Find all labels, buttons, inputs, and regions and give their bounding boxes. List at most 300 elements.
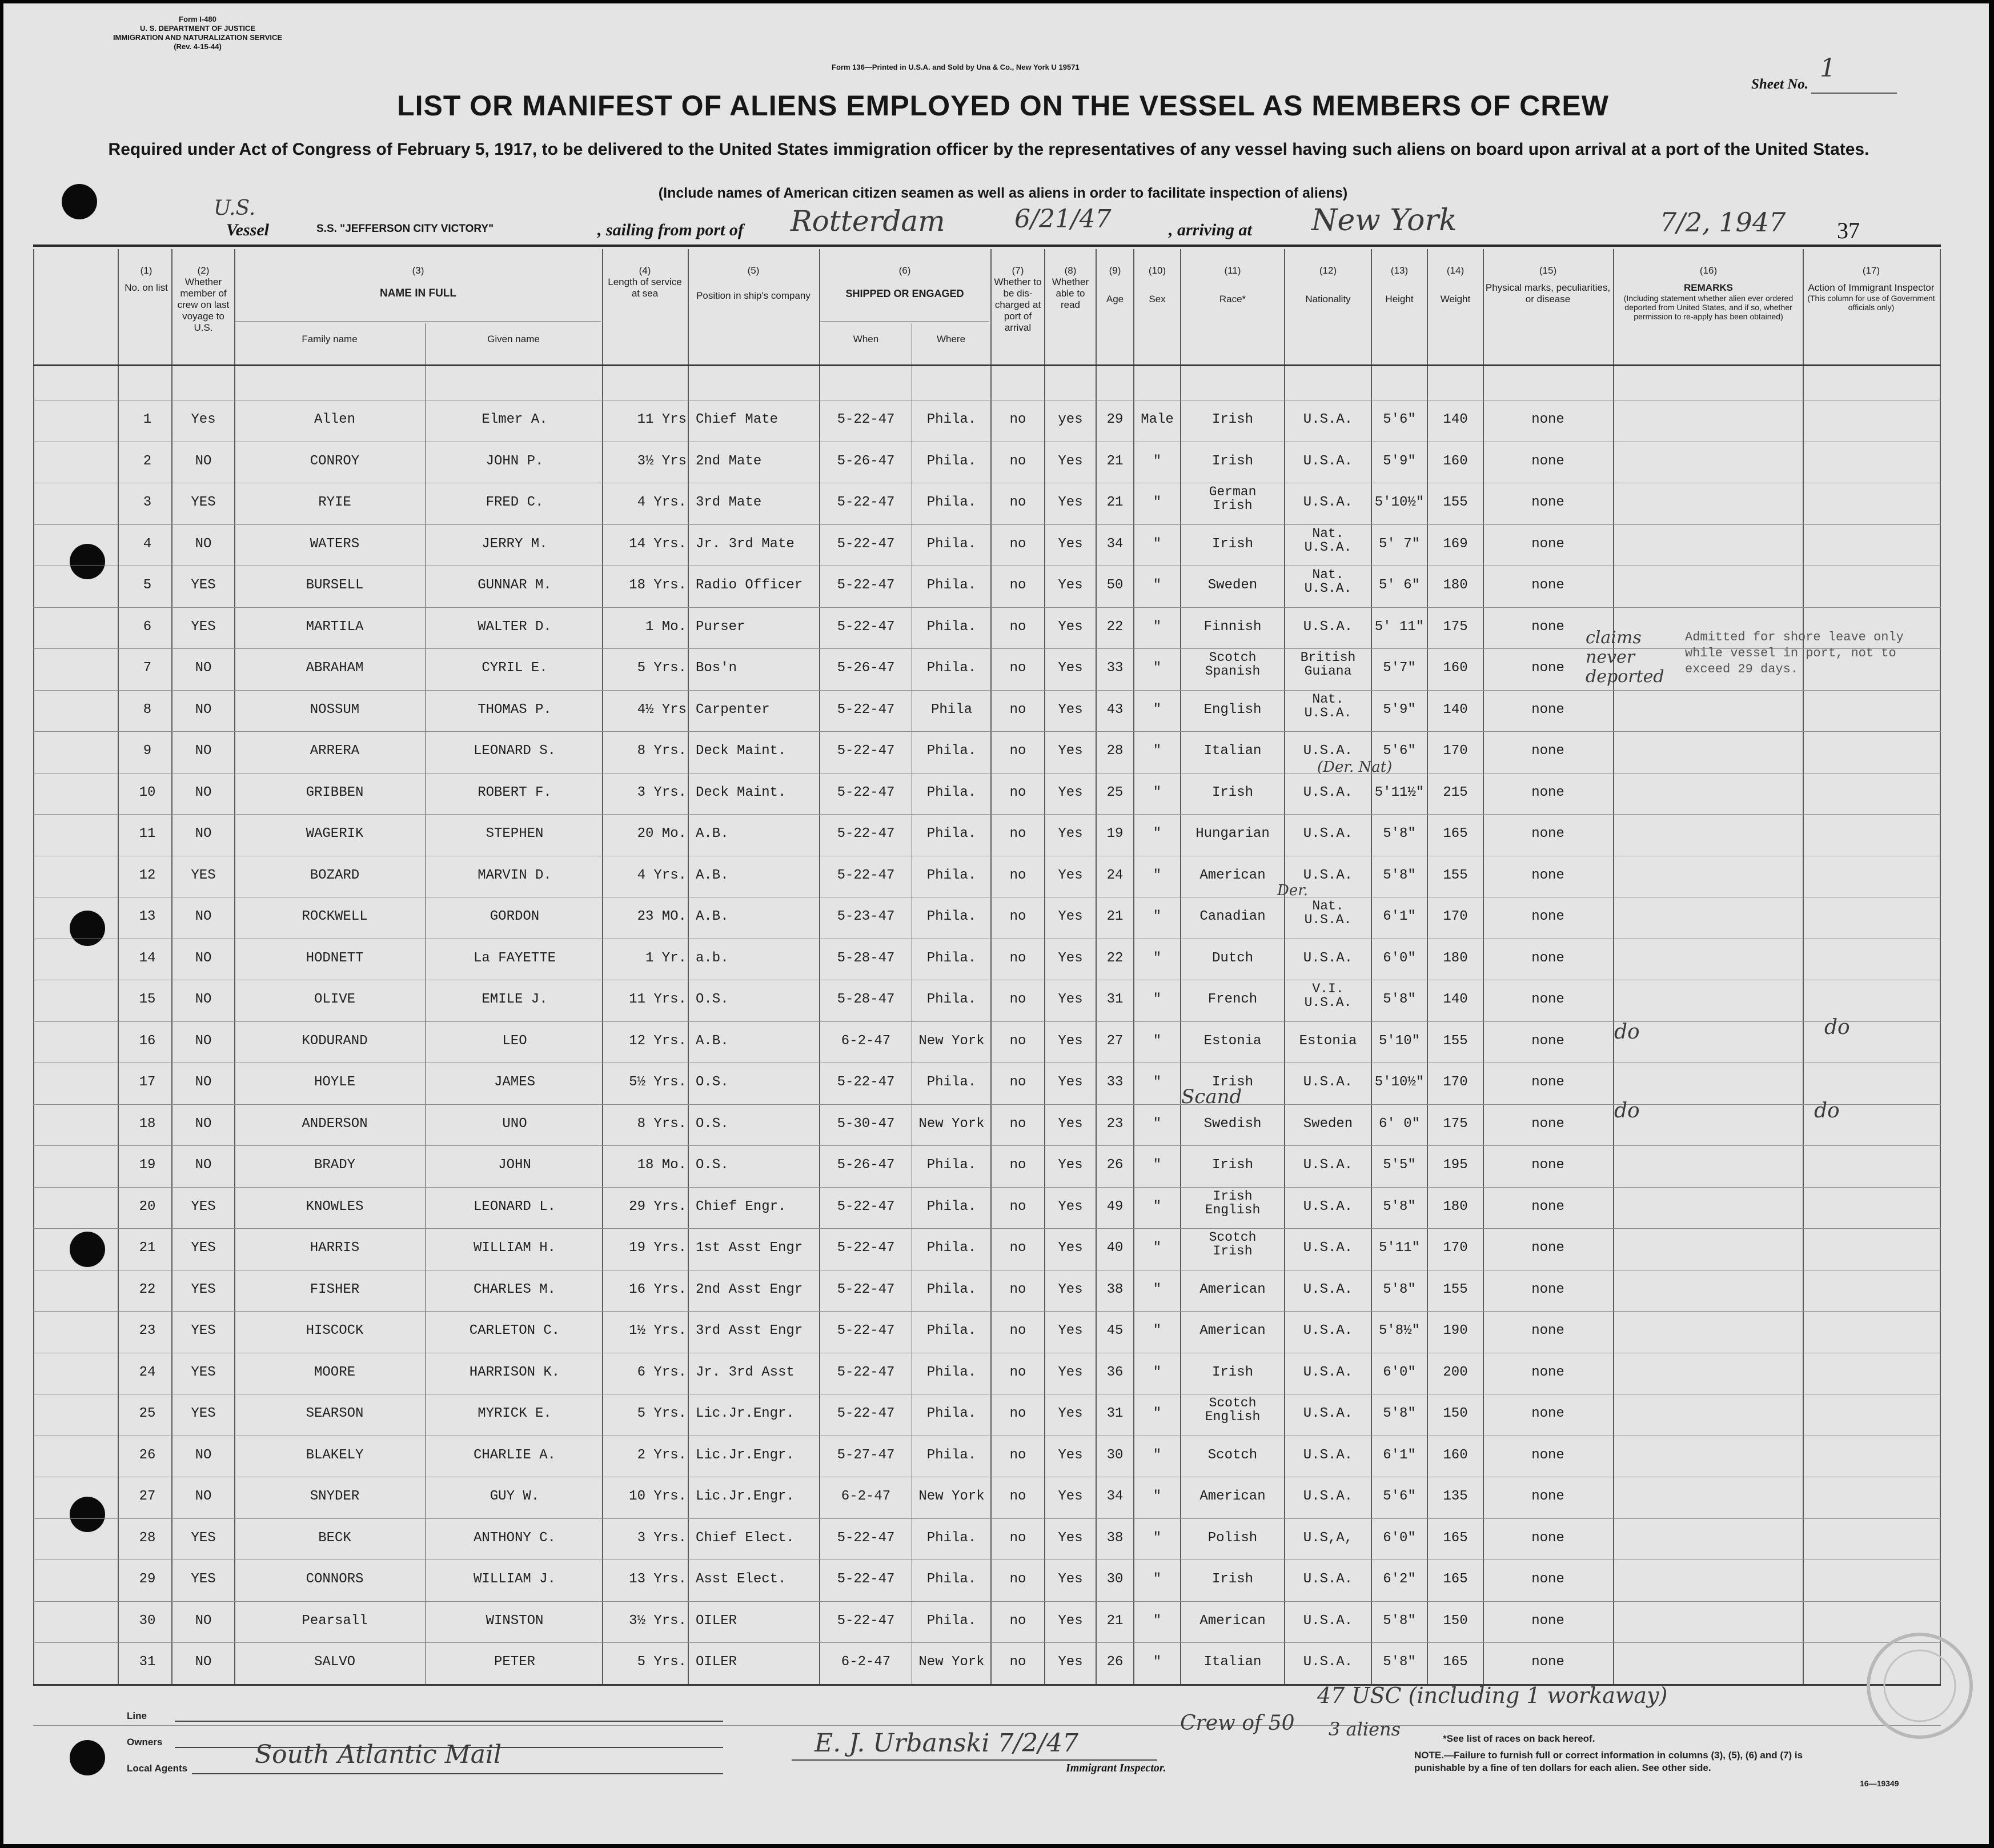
cell-shipped-when: 5-22-47 [837,1364,895,1380]
column-rule [1803,249,1804,1685]
cell-physical-marks: none [1531,867,1564,883]
cell-row-number: 22 [139,1281,156,1297]
cell-position: O.S. [696,1116,729,1132]
department-name: U. S. DEPARTMENT OF JUSTICE [140,24,255,33]
cell-weight: 170 [1443,909,1468,924]
cell-weight: 150 [1443,1406,1468,1421]
cell-position: Deck Maint. [696,743,787,759]
remark-typed: Admitted for shore leave only while vessel in port, not to exceed 29 days. [1685,630,1904,676]
cell-sex: " [1153,1406,1162,1421]
cell-race: American [1199,1489,1266,1504]
cell-discharged: no [1009,412,1026,427]
cell-race: German Irish [1209,484,1257,513]
cell-race: Irish [1211,784,1253,800]
cell-discharged: no [1009,909,1026,924]
cell-able-to-read: Yes [1058,453,1083,469]
cell-weight: 170 [1443,1075,1468,1090]
cell-age: 30 [1106,1447,1124,1463]
vessel-label: Vessel [226,221,269,239]
cell-physical-marks: none [1531,1075,1564,1090]
cell-race: Scotch Spanish [1205,650,1261,679]
cell-nationality: U.S.A. [1303,1157,1353,1173]
cell-height: 5'9" [1383,701,1416,717]
cell-discharged: no [1009,1364,1026,1380]
cell-sex: " [1153,1530,1162,1546]
form-code: 16—19349 [1860,1779,1899,1788]
cell-position: 3rd Asst Engr [696,1323,803,1338]
cell-given-name: WILLIAM J. [473,1572,556,1587]
cell-row-number: 31 [139,1654,156,1670]
row-rule [33,1021,1941,1022]
cell-position: A.B. [696,1033,729,1049]
cell-discharged: no [1009,1323,1026,1338]
cell-nationality: Sweden [1303,1116,1353,1132]
cell-physical-marks: none [1531,495,1564,510]
cell-race: Scotch [1207,1447,1258,1463]
cell-service-length: 1 Mo. [645,619,687,635]
cell-row-number: 16 [139,1033,156,1049]
col6-when: When [853,334,879,344]
col16-sub: (Including statement whether alien ever ordered deported from United States, and if so, whether permission to re-apply has been obtained) [1623,294,1794,321]
sheet-number: 1 [1820,54,1836,83]
cell-position: O.S. [696,1075,729,1090]
col17-num: (17) [1862,265,1880,276]
cell-able-to-read: Yes [1058,1406,1083,1421]
cell-height: 5' 11" [1374,619,1425,635]
cell-service-length: 3½ Yrs [637,453,687,469]
cell-discharged: no [1009,1654,1026,1670]
cell-row-number: 21 [139,1240,156,1256]
cell-sex: " [1153,1116,1162,1132]
cell-shipped-when: 5-22-47 [837,784,895,800]
cell-last-voyage: YES [191,495,216,510]
cell-last-voyage: NO [195,1447,212,1463]
cell-sex: " [1153,701,1162,717]
cell-position: 1st Asst Engr [696,1240,803,1256]
cell-nationality: U.S.A. [1303,1654,1353,1670]
cell-service-length: 3 Yrs. [637,784,687,800]
cell-weight: 180 [1443,1198,1468,1214]
row-rule [33,731,1941,732]
cell-position: 3rd Mate [696,495,762,510]
cell-race: American [1199,867,1266,883]
cell-physical-marks: none [1531,453,1564,469]
cell-shipped-where: New York [918,1654,985,1670]
cell-race: Irish [1211,453,1253,469]
col6-label: SHIPPED OR ENGAGED [845,288,964,299]
cell-physical-marks: none [1531,1364,1564,1380]
sheet-number-underline [1811,93,1897,94]
vessel-line-rule [33,244,1941,247]
column-rule [688,249,689,1685]
cell-family-name: SNYDER [310,1489,360,1504]
column-rule [33,249,34,1685]
instruction-note: (Include names of American citizen seamen as well as aliens in order to facilitate inspection of aliens) [658,185,1348,201]
col16-label: REMARKS [1684,282,1733,293]
col5-label: Position in ship's company [696,290,811,301]
cell-family-name: MARTILA [306,619,364,635]
cell-physical-marks: none [1531,1654,1564,1670]
cell-weight: 160 [1443,660,1468,676]
cell-height: 5'8" [1383,1198,1416,1214]
cell-row-number: 25 [139,1406,156,1421]
form-number: Form I-480 [179,15,216,23]
cell-family-name: ARRERA [310,743,360,759]
cell-weight: 165 [1443,1530,1468,1546]
cell-discharged: no [1009,743,1026,759]
cell-family-name: ABRAHAM [306,660,364,676]
cell-service-length: 23 MO. [637,909,687,924]
cell-service-length: 3½ Yrs. [629,1613,687,1629]
cell-given-name: WILLIAM H. [473,1240,556,1256]
crew-breakdown: 47 USC (including 1 workaway) [1317,1683,1668,1708]
cell-given-name: PETER [494,1654,535,1670]
cell-discharged: no [1009,578,1026,593]
cell-height: 5'5" [1383,1157,1416,1173]
cell-last-voyage: NO [195,909,212,924]
row18-action-ditto: do [1814,1099,1840,1123]
cell-nationality: U.S.A. [1303,1489,1353,1504]
cell-shipped-when: 5-30-47 [837,1116,895,1132]
cell-shipped-when: 5-26-47 [837,660,895,676]
cell-shipped-when: 5-28-47 [837,950,895,966]
cell-weight: 155 [1443,867,1468,883]
cell-height: 5'10½" [1374,1075,1425,1090]
cell-position: Deck Maint. [696,784,787,800]
cell-able-to-read: Yes [1058,1364,1083,1380]
cell-physical-marks: none [1531,950,1564,966]
cell-service-length: 29 Yrs. [629,1198,687,1214]
col11-label: Race* [1219,294,1246,304]
cell-age: 33 [1106,1075,1124,1090]
cell-position: Jr. 3rd Asst [696,1364,795,1380]
row-rule [33,814,1941,815]
punch-hole [70,1740,105,1775]
col2-label: Whether member of crew on last voyage to U.S. [177,276,230,333]
sailing-label: , sailing from port of [597,221,744,239]
cell-race: Irish [1211,1075,1253,1090]
cell-age: 25 [1106,784,1124,800]
cell-height: 6' 0" [1378,1116,1420,1132]
cell-weight: 140 [1443,412,1468,427]
cell-discharged: no [1009,453,1026,469]
cell-age: 21 [1106,909,1124,924]
races-note: *See list of races on back hereof. [1443,1733,1595,1744]
cell-shipped-when: 5-22-47 [837,1198,895,1214]
cell-last-voyage: NO [195,1157,212,1173]
cell-last-voyage: YES [191,1406,216,1421]
cell-sex: Male [1141,412,1174,427]
cell-physical-marks: none [1531,1033,1564,1049]
cell-sex: " [1153,950,1162,966]
cell-able-to-read: Yes [1058,701,1083,717]
cell-given-name: WINSTON [486,1613,544,1629]
cell-given-name: FRED C. [486,495,544,510]
cell-position: a.b. [696,950,729,966]
cell-family-name: Pearsall [302,1613,368,1629]
crew-note: Crew of 50 [1180,1711,1295,1735]
cell-age: 45 [1106,1323,1124,1338]
col14-num: (14) [1446,265,1465,276]
cell-last-voyage: YES [191,578,216,593]
cell-position: Carpenter [696,701,770,717]
cell-sex: " [1153,1198,1162,1214]
cell-shipped-when: 5-22-47 [837,1613,895,1629]
cell-weight: 170 [1443,743,1468,759]
cell-family-name: KODURAND [302,1033,368,1049]
cell-age: 23 [1106,1116,1124,1132]
cell-position: 2nd Asst Engr [696,1281,803,1297]
cell-shipped-when: 5-22-47 [837,1530,895,1546]
penalty-note: NOTE.—Failure to furnish full or correct information in columns (3), (5), (6) and (7) is punishable by a fine of ten dollars for each alien. See other side. [1414,1750,1803,1773]
cell-given-name: La FAYETTE [473,950,556,966]
cell-family-name: SEARSON [306,1406,364,1421]
cell-sex: " [1153,1364,1162,1380]
cell-discharged: no [1009,1157,1026,1173]
cell-family-name: ANDERSON [302,1116,368,1132]
cell-height: 6'2" [1383,1572,1416,1587]
page-subtitle: Required under Act of Congress of February 5, 1917, to be delivered to the United States immigration officer by the representatives of any vessel having such aliens on board upon arrival at a port of the United States. [108,140,1869,159]
cell-row-number: 27 [139,1489,156,1504]
cell-weight: 155 [1443,495,1468,510]
cell-discharged: no [1009,1613,1026,1629]
cell-last-voyage: NO [195,1489,212,1504]
cell-physical-marks: none [1531,826,1564,841]
cell-discharged: no [1009,1406,1026,1421]
row-rule [33,1228,1941,1229]
cell-nationality: U.S.A. [1303,826,1353,841]
cell-race: Irish [1211,1572,1253,1587]
cell-physical-marks: none [1531,1240,1564,1256]
cell-last-voyage: NO [195,1116,212,1132]
cell-height: 5'6" [1383,1489,1416,1504]
col2-num: (2) [197,265,210,276]
cell-shipped-when: 5-28-47 [837,992,895,1007]
cell-discharged: no [1009,1281,1026,1297]
cell-shipped-when: 5-22-47 [837,495,895,510]
cell-able-to-read: Yes [1058,950,1083,966]
cell-physical-marks: none [1531,992,1564,1007]
cell-position: Chief Mate [696,412,779,427]
cell-sex: " [1153,495,1162,510]
col11-num: (11) [1224,265,1241,276]
cell-nationality: U.S.A. [1303,784,1353,800]
service-name: IMMIGRATION AND NATURALIZATION SERVICE [113,33,283,42]
cell-discharged: no [1009,1447,1026,1463]
cell-shipped-when: 5-22-47 [837,1323,895,1338]
cell-discharged: no [1009,992,1026,1007]
inspector-signature: E. J. Urbanski 7/2/47 [815,1729,1079,1758]
punch-hole [70,911,105,946]
cell-discharged: no [1009,867,1026,883]
cell-last-voyage: YES [191,1240,216,1256]
cell-last-voyage: YES [191,1323,216,1338]
cell-shipped-where: Phila. [926,619,977,635]
sheet-label: Sheet No. [1751,77,1808,92]
cell-physical-marks: none [1531,1323,1564,1338]
cell-shipped-where: Phila. [926,1572,977,1587]
column-rule [234,249,235,1685]
cell-weight: 200 [1443,1364,1468,1380]
cell-service-length: 13 Yrs. [629,1572,687,1587]
cell-nationality: U.S.A. [1303,743,1353,759]
cell-last-voyage: NO [195,1033,212,1049]
cell-last-voyage: YES [191,1530,216,1546]
cell-nationality: U.S.A. [1303,1240,1353,1256]
cell-race: Dutch [1211,950,1253,966]
cell-last-voyage: NO [195,1075,212,1090]
cell-height: 5'10" [1378,1033,1420,1049]
cell-family-name: HARRIS [310,1240,360,1256]
cell-given-name: GUNNAR M. [478,578,552,593]
cell-row-number: 10 [139,784,156,800]
col10-num: (10) [1148,265,1166,276]
cell-row-number: 4 [143,536,152,552]
cell-sex: " [1153,619,1162,635]
cell-discharged: no [1009,536,1026,552]
cell-shipped-where: Phila. [926,1198,977,1214]
cell-service-length: 4 Yrs. [637,867,687,883]
cell-shipped-when: 5-22-47 [837,1075,895,1090]
port-to: New York [1311,203,1457,238]
cell-able-to-read: Yes [1058,619,1083,635]
cell-row-number: 6 [143,619,152,635]
cell-sex: " [1153,1281,1162,1297]
owners-label: Owners [127,1737,163,1747]
row-rule [33,1187,1941,1188]
cell-physical-marks: none [1531,784,1564,800]
cell-able-to-read: Yes [1058,1530,1083,1546]
cell-able-to-read: Yes [1058,743,1083,759]
cell-service-length: 19 Yrs. [629,1240,687,1256]
cell-able-to-read: Yes [1058,1116,1083,1132]
column-rule [118,249,119,1685]
cell-service-length: 4½ Yrs [637,701,687,717]
cell-physical-marks: none [1531,1198,1564,1214]
col16-num: (16) [1699,265,1718,276]
cell-family-name: BURSELL [306,578,364,593]
form-revision: (Rev. 4-15-44) [174,42,222,51]
column-rule [1613,249,1614,1685]
cell-family-name: KNOWLES [306,1198,364,1214]
cell-position: OILER [696,1613,737,1629]
cell-discharged: no [1009,1116,1026,1132]
cell-shipped-when: 5-22-47 [837,578,895,593]
col7-num: (7) [1012,265,1024,276]
cell-able-to-read: Yes [1058,578,1083,593]
cell-sex: " [1153,660,1162,676]
cell-able-to-read: Yes [1058,1198,1083,1214]
cell-given-name: JERRY M. [482,536,548,552]
cell-last-voyage: NO [195,992,212,1007]
row-rule [33,524,1941,525]
cell-service-length: 1 Yr. [645,950,687,966]
cell-position: Purser [696,619,745,635]
col13-num: (13) [1390,265,1409,276]
cell-nationality: U.S.A. [1303,1075,1353,1090]
cell-age: 27 [1106,1033,1124,1049]
cell-race: Scotch Irish [1209,1230,1257,1258]
cell-nationality: U.S.A. [1303,412,1353,427]
header-sub-rule [820,321,989,322]
cell-able-to-read: Yes [1058,867,1083,883]
cell-height: 5' 6" [1378,578,1420,593]
cell-age: 43 [1106,701,1124,717]
cell-family-name: HOYLE [314,1075,355,1090]
cell-position: Asst Elect. [696,1572,787,1587]
cell-nationality: Nat. U.S.A. [1304,691,1352,720]
row-rule [33,1601,1941,1602]
cell-height: 5'6" [1383,743,1416,759]
cell-discharged: no [1009,1198,1026,1214]
cell-nationality: Nat. U.S.A. [1304,567,1352,596]
cell-weight: 169 [1443,536,1468,552]
cell-family-name: SALVO [314,1654,355,1670]
cell-nationality: Nat. U.S.A. [1304,899,1352,927]
cell-family-name: NOSSUM [310,701,360,717]
cell-able-to-read: Yes [1058,1240,1083,1256]
cell-nationality: U.S.A. [1303,1406,1353,1421]
cell-row-number: 7 [143,660,152,676]
cell-height: 5'8" [1383,992,1416,1007]
cell-last-voyage: NO [195,1613,212,1629]
cell-able-to-read: Yes [1058,536,1083,552]
cell-given-name: Elmer A. [482,412,548,427]
cell-race: Finnish [1203,619,1262,635]
cell-sex: " [1153,1075,1162,1090]
cell-physical-marks: none [1531,1530,1564,1546]
cell-height: 5'8" [1383,826,1416,841]
cell-height: 5'8" [1383,1613,1416,1629]
cell-discharged: no [1009,495,1026,510]
cell-discharged: no [1009,619,1026,635]
cell-row-number: 30 [139,1613,156,1629]
cell-position: Radio Officer [696,578,803,593]
cell-last-voyage: NO [195,743,212,759]
cell-last-voyage: NO [195,950,212,966]
cell-physical-marks: none [1531,701,1564,717]
cell-family-name: HISCOCK [306,1323,364,1338]
cell-race: American [1199,1281,1266,1297]
col10-label: Sex [1149,294,1166,304]
cell-height: 6'0" [1383,1530,1416,1546]
col4-num: (4) [639,265,651,276]
cell-family-name: BRADY [314,1157,355,1173]
cell-shipped-where: Phila. [926,1613,977,1629]
cell-nationality: U.S.A. [1303,1572,1353,1587]
cell-sex: " [1153,453,1162,469]
cell-service-length: 6 Yrs. [637,1364,687,1380]
cell-race: Estonia [1203,1033,1262,1049]
vessel-us-mark: U.S. [214,197,256,220]
cell-discharged: no [1009,784,1026,800]
cell-shipped-when: 5-22-47 [837,867,895,883]
agents-value: South Atlantic Mail [255,1740,502,1769]
cell-height: 5'8" [1383,1406,1416,1421]
line-rule [175,1721,723,1722]
cell-weight: 135 [1443,1489,1468,1504]
cell-age: 31 [1106,1406,1124,1421]
cell-last-voyage: YES [191,619,216,635]
cell-position: Chief Elect. [696,1530,795,1546]
cell-shipped-when: 5-26-47 [837,453,895,469]
cell-physical-marks: none [1531,1116,1564,1132]
cell-able-to-read: yes [1058,412,1083,427]
cell-shipped-where: Phila. [926,826,977,841]
row-rule [33,607,1941,608]
cell-race: Irish English [1205,1188,1261,1217]
cell-nationality: V.I. U.S.A. [1304,981,1352,1010]
